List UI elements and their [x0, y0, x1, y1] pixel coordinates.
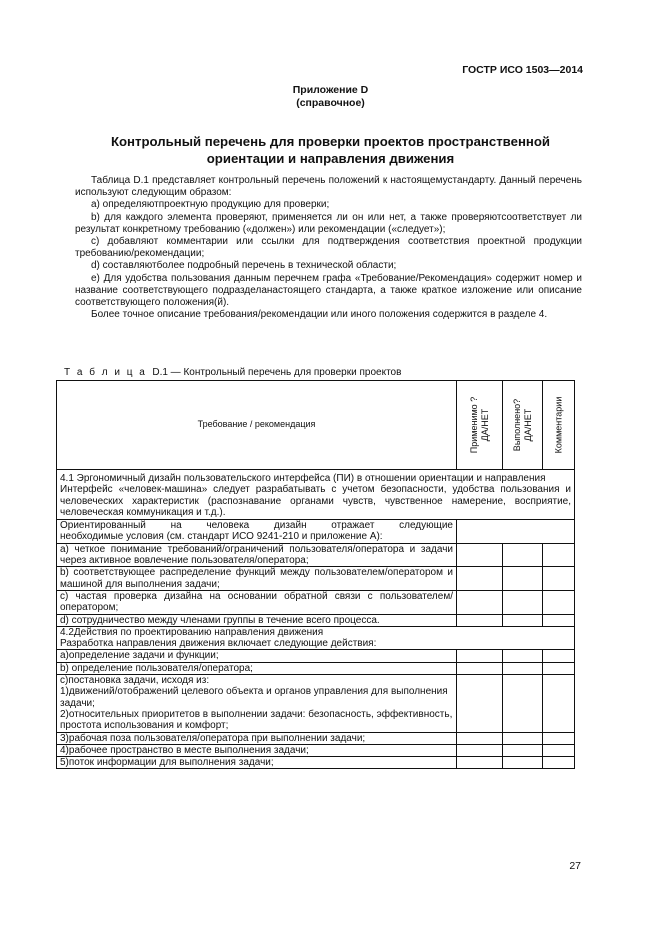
standard-number: ГОСТР ИСО 1503—2014: [462, 64, 583, 76]
section-4-1-item-a: a) четкое понимание требований/ограничений пользователя/оператора и задачи через активное вовлечение пользователя/оператора;: [57, 543, 457, 567]
checklist-table: [56, 380, 575, 769]
table-header-row: [57, 381, 575, 470]
section-4-2-cell: [57, 626, 575, 650]
section-4-2-row: [57, 626, 575, 650]
intro-item-a: a) определяютпроектную продукцию для проверки;: [91, 199, 330, 211]
table-row: [57, 744, 575, 756]
applicable-cell: [457, 662, 503, 674]
header-comments: [543, 381, 575, 470]
intro-text: [75, 175, 582, 321]
header-applicable-line2: ДА/НЕТ: [479, 408, 490, 442]
done-cell: [503, 543, 543, 567]
table-row: [57, 543, 575, 567]
table-row: [57, 650, 575, 662]
table-row: [57, 757, 575, 769]
section-4-2-item-c3: 3)рабочая поза пользователя/оператора при выполнении задачи;: [57, 732, 457, 744]
section-4-2-item-c-head: c)постановка задачи, исходя из:: [60, 675, 210, 687]
section-4-1-item-c: c) частая проверка дизайна на основании обратной связи с пользователем/оператором;: [57, 590, 457, 614]
section-4-2-item-c: [57, 675, 457, 732]
header-done: [503, 381, 543, 470]
applicable-cell: [457, 590, 503, 614]
appendix-heading: [0, 84, 661, 110]
table-row: [57, 662, 575, 674]
section-4-2-lead: Разработка направления движения включает следующие действия:: [60, 638, 377, 650]
done-cell: [503, 567, 543, 591]
section-4-1-text: Интерфейс «человек-машина» следует разрабатывать с учетом безопасности, удобства пользования и человеческих характеристик (распознавание органами чувств, чувственное намерение, восприятие, человеческая коммуникация и т.д.).: [60, 484, 571, 518]
applicable-cell: [457, 744, 503, 756]
applicable-cell: [457, 732, 503, 744]
done-cell: [503, 757, 543, 769]
header-comments-text: Комментарии: [553, 396, 563, 454]
applicable-cell: [457, 757, 503, 769]
comments-cell: [543, 675, 575, 732]
document-title: [0, 133, 661, 167]
section-4-2-item-a: а)определение задачи и функции;: [57, 650, 457, 662]
section-4-2-item-c2: 2)относительных приоритетов в выполнении задачи: безопасность, эффективность, простота использования и комфорт;: [60, 708, 453, 732]
section-4-1-lead: [57, 520, 457, 544]
intro-item-b: b) для каждого элемента проверяют, применяется ли он или нет, а также проверяютсоответствует ли результат конкретному требованию («должен») или рекомендации («следует»);: [75, 211, 582, 235]
table-row: [57, 614, 575, 626]
section-4-1-item-d: d) сотрудничество между членами группы в течение всего процесса.: [57, 614, 457, 626]
applicable-cell: [457, 650, 503, 662]
comments-cell: [543, 543, 575, 567]
done-cell: [503, 732, 543, 744]
section-4-1-row: [57, 470, 575, 520]
comments-cell: [543, 757, 575, 769]
section-4-1-lead-line2: необходимые условия (см. стандарт ИСО 9241-210 и приложение А):: [60, 531, 383, 543]
comments-cell: [543, 662, 575, 674]
header-requirement: Требование / рекомендация: [57, 381, 457, 470]
header-done-line1: Выполнено?: [511, 398, 522, 452]
section-4-1-lead-line1: Ориентированный на человека дизайн отражает следующие: [60, 520, 453, 532]
table-row: [57, 520, 575, 544]
table-row: [57, 675, 575, 732]
done-cell: [503, 650, 543, 662]
header-done-line2: ДА/НЕТ: [522, 408, 533, 442]
intro-item-e: e) Для удобства пользования данным перечнем графа «Требование/Рекомендация» содержит номер и название соответствующего подразделанастоящего стандарта, а также краткое изложение или описание соответствующего положения(й).: [75, 272, 582, 309]
comments-cell: [543, 567, 575, 591]
done-cell: [503, 675, 543, 732]
section-4-2-item-b: b) определение пользователя/оператора;: [57, 662, 457, 674]
section-4-1-item-b: b) соответствующее распределение функций между пользователем/оператором и машиной для выполнения задачи;: [57, 567, 457, 591]
page-number: 27: [569, 860, 581, 872]
applicable-cell: [457, 614, 503, 626]
header-applicable-line1: Применимо ?: [468, 396, 479, 454]
comments-cell: [543, 744, 575, 756]
comments-cell: [543, 732, 575, 744]
table-caption-prefix: Т а б л и ц а: [64, 367, 147, 378]
section-4-1-cell: [57, 470, 575, 520]
comments-cell: [543, 650, 575, 662]
header-applicable: [457, 381, 503, 470]
table-row: [57, 590, 575, 614]
table-caption: [64, 367, 401, 378]
comments-cell: [543, 590, 575, 614]
intro-item-c: c) добавляют комментарии или ссылки для подтверждения соответствия проектной продукции требованию/рекомендации;: [75, 236, 582, 260]
done-cell: [503, 744, 543, 756]
table-row: [57, 567, 575, 591]
section-4-2-title: 4.2Действия по проектированию направления движения: [60, 626, 324, 638]
intro-paragraph: Таблица D.1 представляет контрольный перечень положений к настоящемустандарту. Данный перечень используют следующим образом:: [75, 175, 582, 199]
applicable-cell: [457, 567, 503, 591]
applicable-cell: [457, 543, 503, 567]
intro-item-d: d) составляютболее подробный перечень в технической области;: [91, 260, 397, 272]
document-title-line1: Контрольный перечень для проверки проектов пространственной: [110, 134, 551, 149]
applicable-cell: [457, 675, 503, 732]
table-caption-text: D.1 — Контрольный перечень для проверки проектов: [152, 367, 402, 378]
document-title-line2: ориентации и направления движения: [206, 151, 455, 166]
done-cell: [503, 662, 543, 674]
done-cell: [503, 590, 543, 614]
section-4-2-item-c4: 4)рабочее пространство в месте выполнения задачи;: [57, 744, 457, 756]
comments-cell: [543, 614, 575, 626]
empty-cell: [457, 520, 575, 544]
section-4-1-title: 4.1 Эргономичный дизайн пользовательского интерфейса (ПИ) в отношении ориентации и направления: [60, 473, 546, 484]
section-4-2-item-c5: 5)поток информации для выполнения задачи;: [57, 757, 457, 769]
appendix-title: Приложение D: [292, 84, 369, 96]
section-4-2-item-c1: 1)движений/отображений целевого объекта и органов управления для выполнения задачи;: [60, 686, 448, 709]
done-cell: [503, 614, 543, 626]
appendix-subtitle: (справочное): [296, 97, 365, 109]
intro-note: Более точное описание требования/рекомендации или иного положения содержится в разделе 4.: [91, 309, 548, 321]
table-row: [57, 732, 575, 744]
